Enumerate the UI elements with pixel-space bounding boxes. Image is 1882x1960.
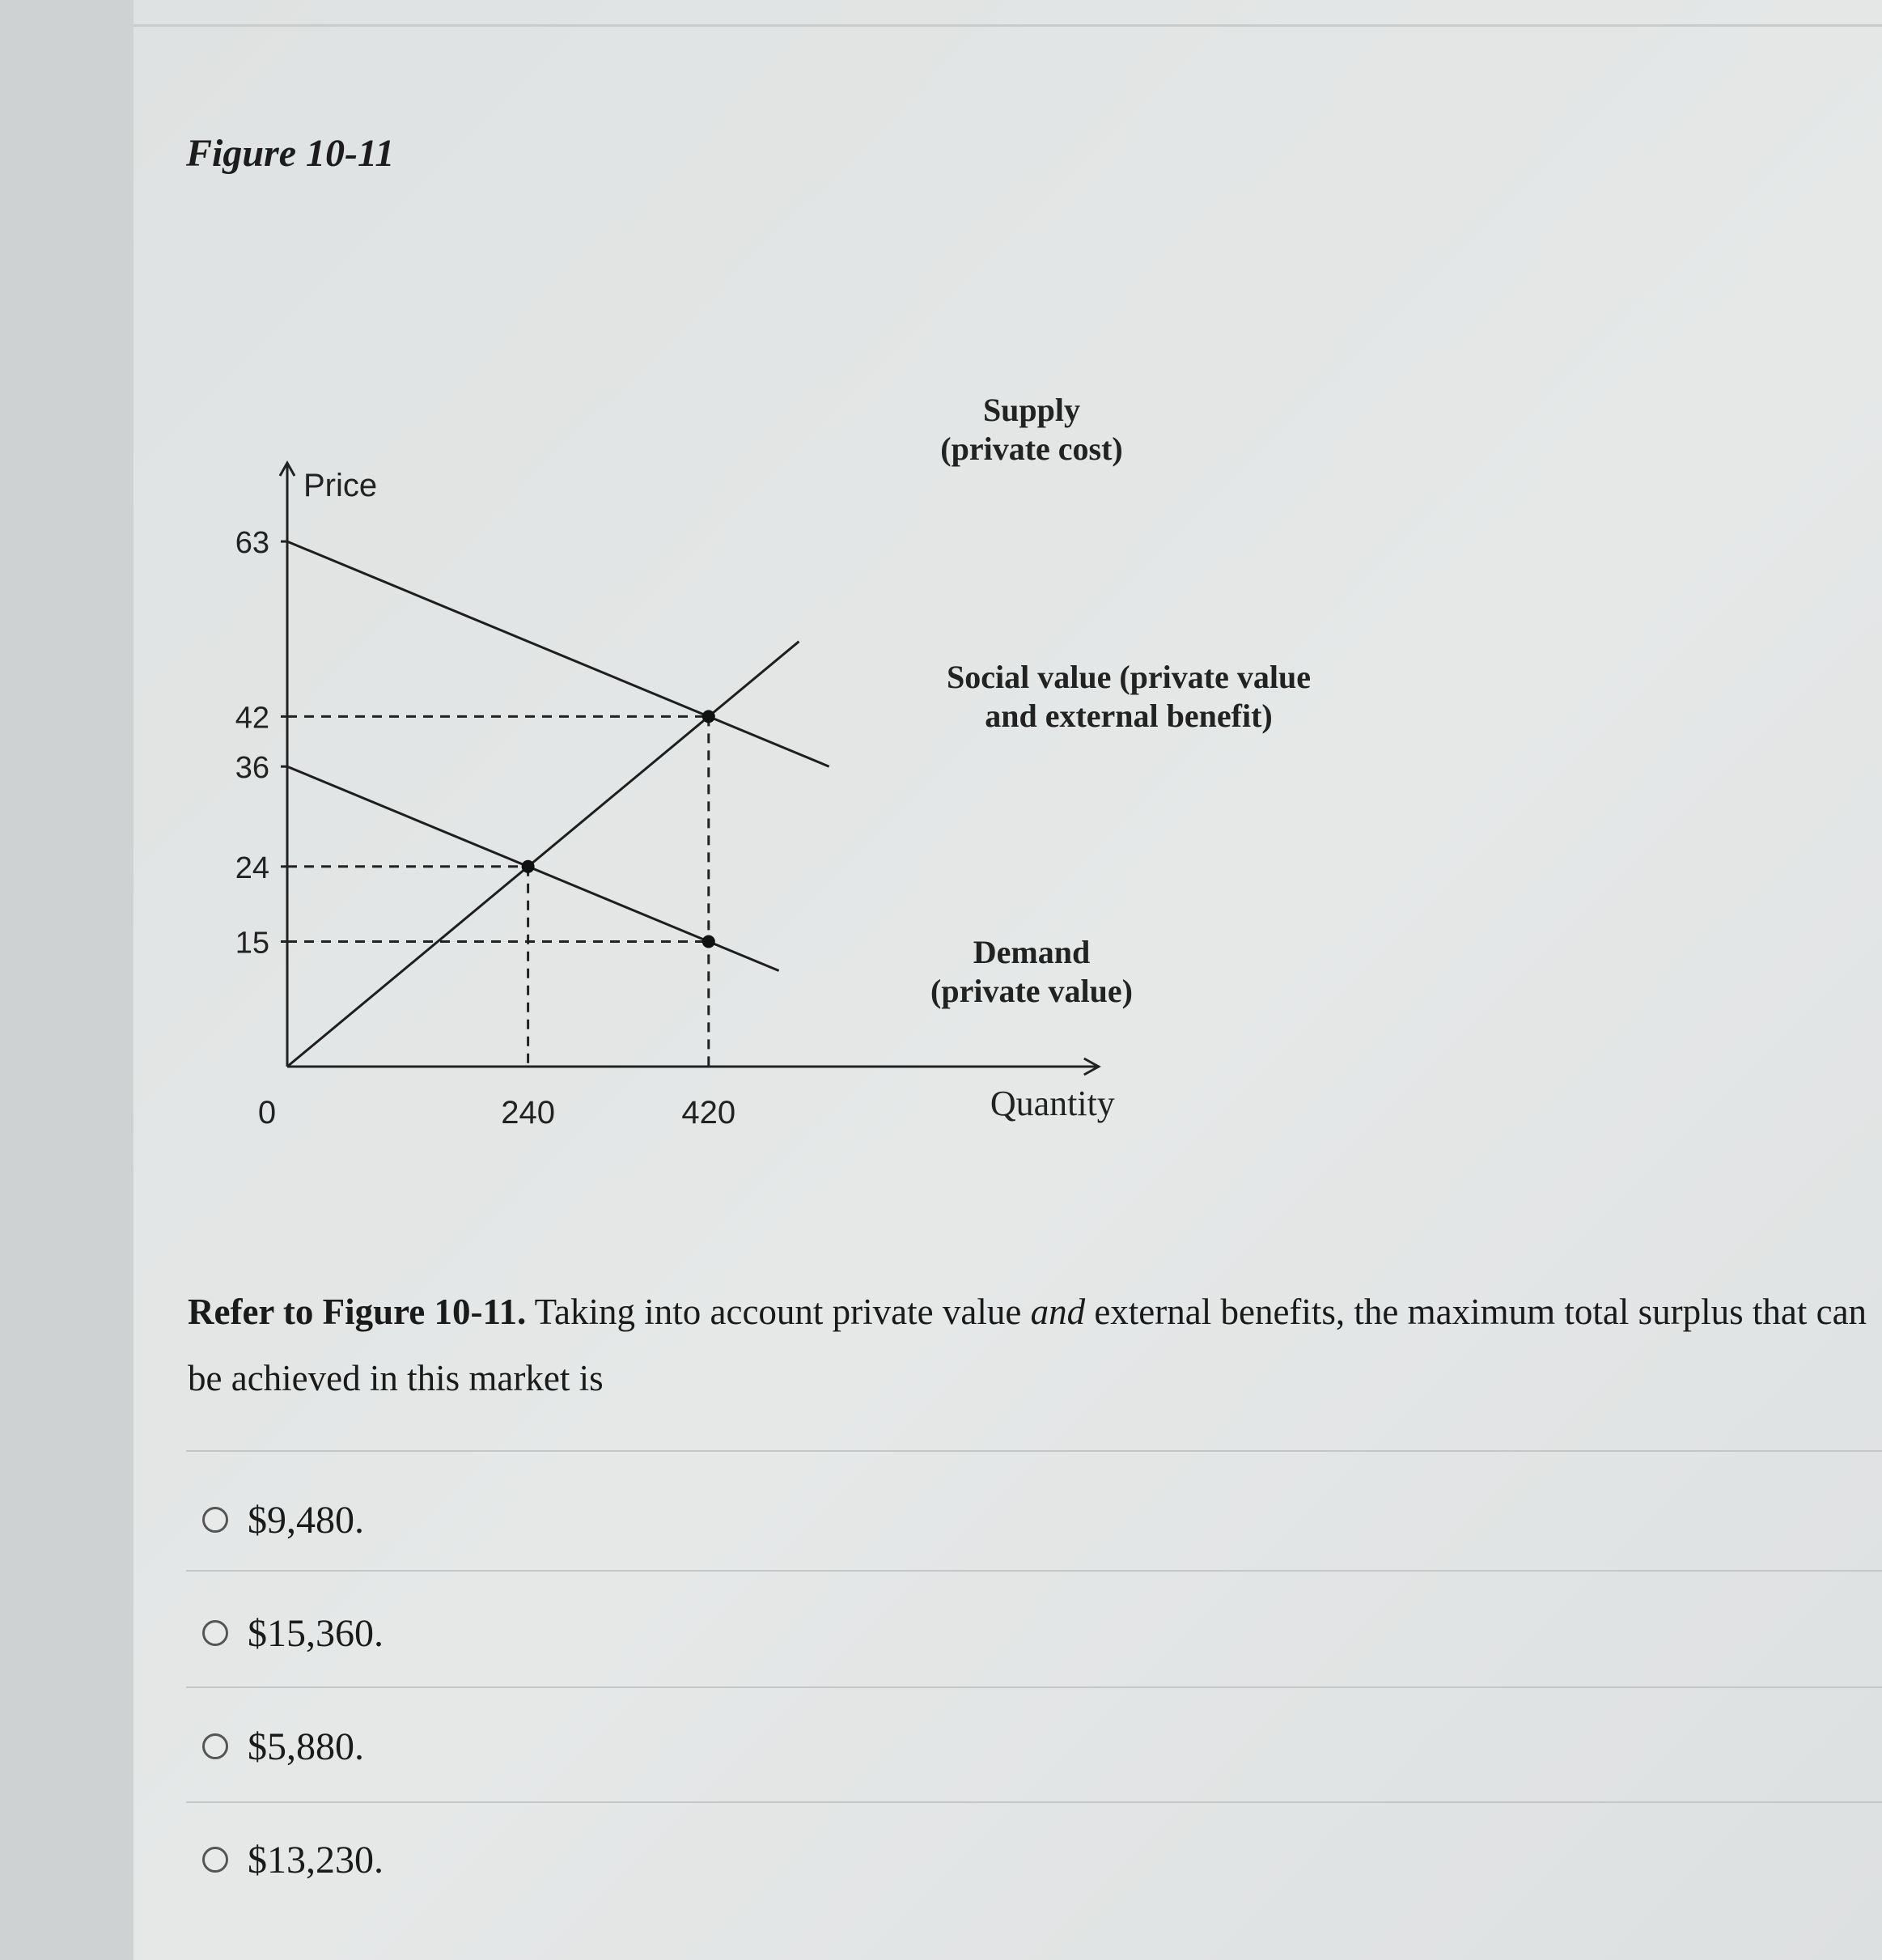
marked-point	[702, 710, 715, 723]
radio-icon[interactable]	[202, 1620, 228, 1646]
marked-points	[522, 710, 715, 948]
x-axis-label: Quantity	[990, 1084, 1115, 1123]
option-label: $13,230.	[248, 1838, 384, 1882]
y-tick-label: 15	[235, 926, 269, 961]
marked-point	[522, 860, 535, 873]
radio-icon[interactable]	[202, 1847, 228, 1873]
x-tick-label: 0	[257, 1095, 277, 1131]
question-page	[134, 0, 1882, 1960]
question-emphasis: and	[1030, 1292, 1086, 1332]
figure-title: Figure 10-11	[186, 132, 395, 175]
series-label-2-line2: and external benefit)	[985, 698, 1273, 734]
option-divider	[186, 1801, 1882, 1803]
option-divider	[186, 1570, 1882, 1572]
chart-labels	[235, 392, 1311, 1131]
series-line-1	[287, 642, 799, 1067]
y-tick-label: 63	[235, 526, 269, 561]
option-label: $9,480.	[248, 1498, 364, 1542]
series-label-1: Supply	[982, 392, 1081, 428]
option-3[interactable]	[202, 1722, 364, 1771]
series-label-2: Social value (private value	[947, 659, 1311, 695]
option-divider	[186, 1686, 1882, 1688]
x-tick-label: 240	[501, 1095, 555, 1131]
series-line-2	[287, 541, 829, 766]
y-tick-label: 36	[235, 751, 269, 786]
question-text	[188, 1279, 1879, 1411]
option-label: $15,360.	[248, 1611, 384, 1655]
y-tick-label: 42	[235, 701, 269, 736]
option-4[interactable]	[202, 1835, 384, 1884]
option-label: $5,880.	[248, 1725, 364, 1768]
question-ref: Refer to Figure 10-11.	[188, 1292, 527, 1332]
question-text-before: Taking into account private value	[526, 1292, 1031, 1332]
radio-icon[interactable]	[202, 1507, 228, 1533]
series-label-3-line2: (private value)	[930, 973, 1133, 1009]
x-tick-label: 420	[681, 1095, 736, 1131]
left-margin	[0, 0, 135, 1960]
option-2[interactable]	[202, 1609, 384, 1657]
option-1[interactable]	[202, 1495, 364, 1544]
y-axis-label: Price	[303, 468, 378, 503]
option-divider	[186, 1450, 1882, 1452]
marked-point	[702, 935, 715, 948]
series-label-1-line2: (private cost)	[940, 431, 1123, 467]
question-text-after: external benefits, the maximum total surplus that can be achieved in this market is	[188, 1292, 1867, 1398]
series-label-3: Demand	[973, 934, 1091, 970]
chart	[134, 0, 1882, 1182]
y-tick-label: 24	[235, 851, 269, 885]
series-lines	[287, 541, 829, 1067]
radio-icon[interactable]	[202, 1733, 228, 1759]
